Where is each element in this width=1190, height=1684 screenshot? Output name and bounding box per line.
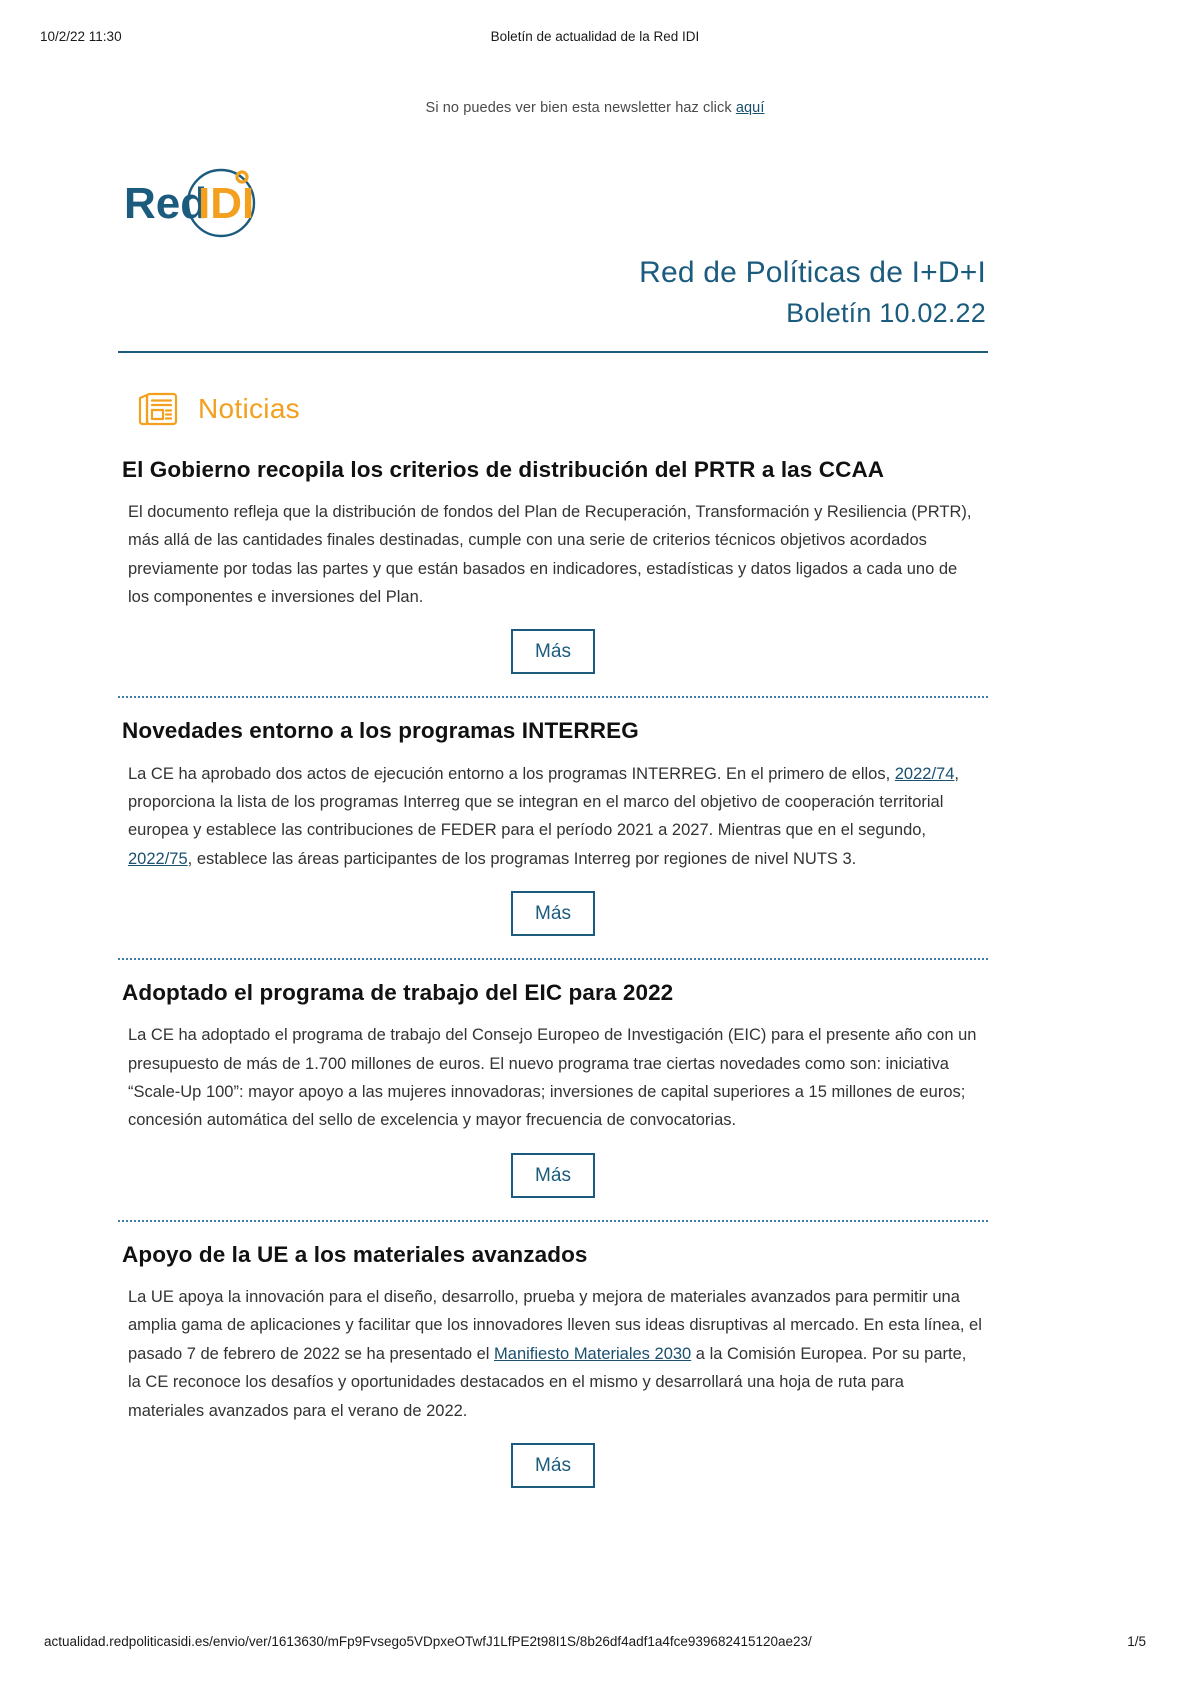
section-header-noticias bbox=[118, 389, 988, 429]
article-action-row bbox=[118, 1443, 988, 1488]
article-action-row bbox=[118, 891, 988, 936]
article-body: El documento refleja que la distribución de fondos del Plan de Recuperación, Transformación y Resiliencia (PRTR), más allá de las cantidades finales destinadas, cumple con una serie de criterios técnicos objetivos acordados previamente por todas las partes y que están basados en indicadores, estadísticas y datos ligados a cada uno de los componentes e inversiones del Plan. bbox=[128, 502, 972, 606]
article-divider bbox=[118, 958, 988, 960]
article-divider bbox=[118, 696, 988, 698]
more-button[interactable]: Más bbox=[511, 629, 595, 674]
print-document-title: Boletín de actualidad de la Red IDI bbox=[490, 28, 700, 44]
preheader-text: Si no puedes ver bien esta newsletter haz click bbox=[425, 100, 736, 116]
preheader-notice bbox=[0, 100, 1190, 116]
article-body: La UE apoya la innovación para el diseño, desarrollo, prueba y mejora de materiales avanzados para permitir una amplia gama de aplicaciones y facilitar que los innovadores lleven sus ideas disruptivas al mercado. En esta línea, el pasado 7 de febrero de 2022 se ha presentado el Manifiesto Materiales 2030 a la Comisión Europea. Por su parte, la CE reconoce los desafíos y oportunidades destacados en el mismo y desarrollará una hoja de ruta para materiales avanzados para el verano de 2022. bbox=[128, 1288, 982, 1420]
article-action-row bbox=[118, 629, 988, 674]
article-title: El Gobierno recopila los criterios de distribución del PRTR a las CCAA bbox=[122, 456, 885, 482]
masthead-subtitle: Boletín 10.02.22 bbox=[786, 297, 986, 328]
inline-link[interactable]: Manifiesto Materiales 2030 bbox=[494, 1344, 692, 1363]
articles-list bbox=[118, 455, 988, 1488]
preheader-link[interactable]: aquí bbox=[735, 100, 765, 116]
print-timestamp: 10/2/22 11:30 bbox=[40, 28, 122, 44]
article-body: La CE ha adoptado el programa de trabajo del Consejo Europeo de Investigación (EIC) para el presente año con un presupuesto de más de 1.700 millones de euros. El nuevo programa trae ciertas novedades como son: iniciativa “Scale-Up 100”: mayor apoyo a las mujeres innovadoras; inversiones de capital superiores a 15 millones de euros; concesión automática del sello de excelencia y mayor frecuencia de convocatorias. bbox=[128, 1026, 977, 1130]
section-label: Noticias bbox=[198, 392, 300, 424]
newspaper-icon bbox=[136, 389, 180, 429]
article-item bbox=[118, 716, 988, 936]
article-item bbox=[118, 455, 988, 675]
svg-text:Red: Red bbox=[124, 179, 208, 228]
print-source-url: actualidad.redpoliticasidi.es/envio/ver/1613630/mFp9Fvsego5VDpxeOTwfJ1LfPE2t98I1S/8b26df4adf1a4fce939682415120ae23/ bbox=[44, 1634, 812, 1649]
print-footer bbox=[0, 1634, 1190, 1654]
newsletter-content bbox=[118, 156, 988, 1488]
inline-link[interactable]: 2022/75 bbox=[128, 849, 188, 868]
masthead bbox=[118, 254, 988, 331]
logo-graphic bbox=[118, 156, 288, 246]
article-title: Novedades entorno a los programas INTERREG bbox=[122, 718, 639, 744]
article-title: Apoyo de la UE a los materiales avanzados bbox=[122, 1241, 588, 1267]
more-button[interactable]: Más bbox=[511, 891, 595, 936]
inline-link[interactable]: 2022/74 bbox=[894, 764, 955, 783]
article-title: Adoptado el programa de trabajo del EIC para 2022 bbox=[122, 980, 674, 1006]
more-button[interactable]: Más bbox=[511, 1153, 595, 1198]
article-item bbox=[118, 978, 988, 1198]
article-item bbox=[118, 1240, 988, 1488]
print-page-number: 1/5 bbox=[1127, 1634, 1146, 1649]
article-body: La CE ha aprobado dos actos de ejecución entorno a los programas INTERREG. En el primero de ellos, 2022/74, proporciona la lista de los programas Interreg que se integran en el marco del objetivo de cooperación territorial europea y establece las contribuciones de FEDER para el período 2021 a 2027. Mientras que en el segundo, 2022/75, establece las áreas participantes de los programas Interreg por regiones de nivel NUTS 3. bbox=[128, 764, 959, 868]
svg-text:IDI: IDI bbox=[198, 179, 255, 228]
brand-logo[interactable] bbox=[118, 156, 988, 248]
more-button[interactable]: Más bbox=[511, 1443, 595, 1488]
redidi-logo-svg bbox=[118, 156, 288, 246]
masthead-divider bbox=[118, 351, 988, 353]
article-action-row bbox=[118, 1153, 988, 1198]
article-divider bbox=[118, 1220, 988, 1222]
masthead-title: Red de Políticas de I+D+I bbox=[639, 256, 986, 289]
